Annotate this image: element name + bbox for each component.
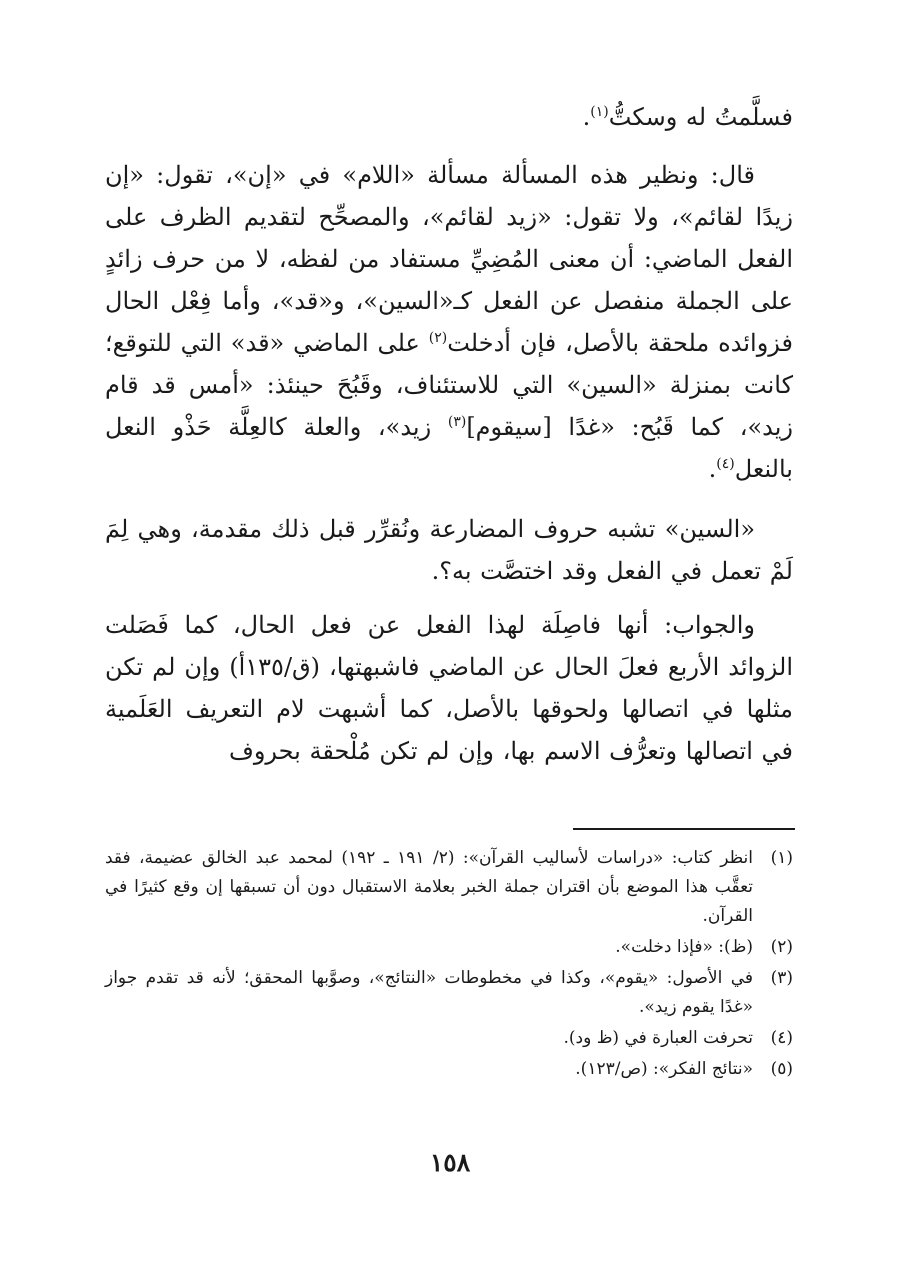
footnote-ref-4: (٤) — [716, 456, 735, 472]
paragraph-2 — [105, 154, 793, 490]
footnote-divider — [573, 828, 795, 830]
footnote-ref-1: (١) — [590, 104, 609, 120]
paragraph-3 — [105, 508, 793, 592]
footnote-ref-2: (٢) — [428, 330, 448, 346]
footnote-number: (١) — [770, 848, 793, 868]
footnote-text: انظر كتاب: «دراسات لأساليب القرآن»: (٢/ ١٩١ ـ ١٩٢) لمحمد عبد الخالق عضيمة، فقد تعقَّب هذا الموضع بأن اقتران جملة الخبر بعلامة الاستقبال دون أن تسبقها إن وقع كثيرًا في القرآن. — [105, 848, 753, 926]
footnote-4 — [105, 1024, 793, 1053]
footnote-number: (٣) — [770, 968, 793, 988]
footnote-ref-3: (٣) — [447, 414, 467, 430]
footnote-text: (ظ): «فإذا دخلت». — [615, 937, 753, 957]
footnotes — [105, 844, 793, 1086]
main-text — [105, 96, 793, 772]
footnote-text: «نتائج الفكر»: (ص/١٢٣). — [575, 1059, 753, 1079]
paragraph-2-text-1: قال: ونظير هذه المسألة مسألة «اللام» في «إن»، تقول: «إن زيدًا لقائم»، ولا تقول: «زيد لقائم»، والمصحِّح لتقديم الظرف على الفعل الماضي: أن معنى المُضِيِّ مستفاد من لفظه، لا من حرف زائدٍ على الجملة منفصل عن الفعل كـ«السين»، و«قد»، وأما فِعْل الحال فزوائده ملحقة بالأصل، فإن أدخلت — [105, 161, 794, 357]
paragraph-4-text: والجواب: أنها فاصِلَة لهذا الفعل عن فعل الحال، كما فَصَلت الزوائد الأربع فعلَ الحال عن الماضي فاشبهتها، (ق/١٣٥أ) وإن لم تكن مثلها في اتصالها ولحوقها بالأصل، كما أشبهت لام التعريف العَلَمية في اتصالها وتعرُّف الاسم بها، وإن لم تكن مُلْحقة بحروف — [105, 611, 793, 765]
footnote-3 — [105, 964, 793, 1022]
paragraph-2-text-3: زيد»، والعلة كالعِلَّة حَذْو النعل بالنعل — [105, 413, 793, 483]
paragraph-1-end: . — [582, 103, 591, 131]
footnote-number: (٥) — [770, 1059, 793, 1079]
paragraph-2-text-2: على الماضي «قد» التي للتوقع؛ كانت بمنزلة «السين» التي للاستئناف، وقَبُحَ حينئذ: «أمس قد قام زيد»، كما قَبُح: «غدًا [سيقوم] — [105, 329, 793, 441]
footnote-5 — [105, 1055, 793, 1084]
paragraph-1 — [105, 96, 793, 138]
footnote-text: تحرفت العبارة في (ظ ود). — [563, 1028, 753, 1048]
footnote-1 — [105, 844, 793, 931]
paragraph-1-text: فسلَّمتُ له وسكتُّ — [608, 103, 793, 131]
paragraph-3-text: «السين» تشبه حروف المضارعة ونُقرِّر قبل ذلك مقدمة، وهي لِمَ لَمْ تعمل في الفعل وقد اختصَّت به؟. — [105, 515, 793, 585]
page-number: ١٥٨ — [429, 1148, 471, 1177]
footnote-text: في الأصول: «يقوم»، وكذا في مخطوطات «النتائج»، وصوَّبها المحقق؛ لأنه قد تقدم جواز «غدًا يقوم زيد». — [105, 968, 753, 1017]
footnote-2 — [105, 933, 793, 962]
paragraph-4 — [105, 604, 793, 772]
paragraph-2-end: . — [708, 455, 717, 483]
footnote-number: (٢) — [770, 937, 793, 957]
footnote-number: (٤) — [770, 1028, 793, 1048]
